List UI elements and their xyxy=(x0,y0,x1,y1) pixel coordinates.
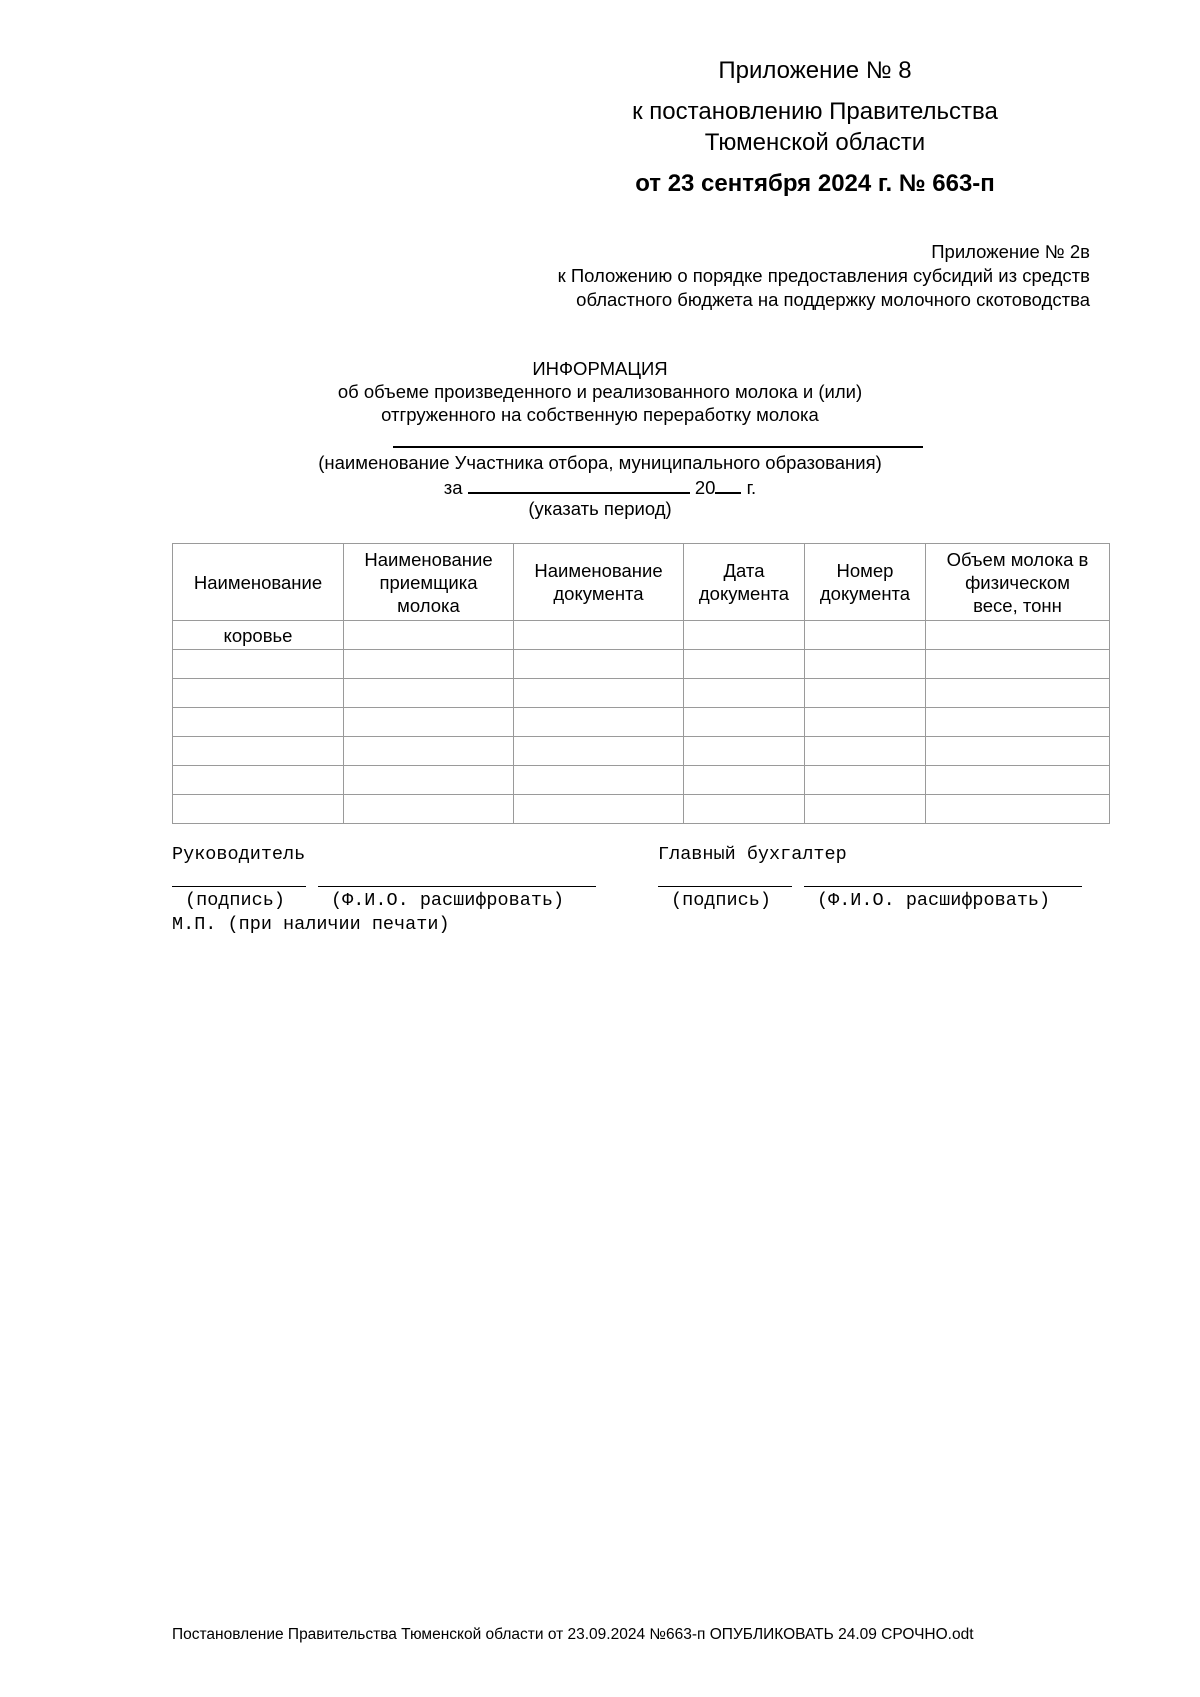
table-cell[interactable] xyxy=(514,766,684,795)
table-cell[interactable] xyxy=(684,650,805,679)
accountant-name-caption: (Ф.И.О. расшифровать) xyxy=(817,890,1051,911)
table-cell[interactable] xyxy=(173,679,344,708)
period-year: 20 xyxy=(694,477,716,498)
participant-caption: (наименование Участника отбора, муниципального образования) xyxy=(318,452,882,473)
table-row xyxy=(173,766,1110,795)
table-row xyxy=(173,737,1110,766)
table-cell[interactable] xyxy=(344,650,514,679)
table-cell[interactable] xyxy=(684,766,805,795)
table-cell[interactable] xyxy=(344,795,514,824)
table-row xyxy=(173,708,1110,737)
table-cell[interactable] xyxy=(684,621,805,650)
resolution-line-2: Тюменской области xyxy=(704,129,926,156)
table-cell[interactable] xyxy=(805,737,926,766)
year-input[interactable] xyxy=(715,474,741,494)
document-header xyxy=(605,55,1025,199)
table-row xyxy=(173,679,1110,708)
table-header-row xyxy=(173,544,1110,621)
milk-volume-table xyxy=(172,543,1110,824)
head-name-caption: (Ф.И.О. расшифровать) xyxy=(331,890,565,911)
table-cell[interactable] xyxy=(805,679,926,708)
head-name-line[interactable] xyxy=(318,886,596,887)
accountant-name-line[interactable] xyxy=(804,886,1082,887)
accountant-signature-line[interactable] xyxy=(658,886,792,887)
table-cell[interactable] xyxy=(926,737,1110,766)
table-cell[interactable] xyxy=(514,621,684,650)
table-cell[interactable] xyxy=(344,621,514,650)
seal-note: М.П. (при наличии печати) xyxy=(172,914,450,935)
table-cell[interactable] xyxy=(173,766,344,795)
footer-filename: Постановление Правительства Тюменской области от 23.09.2024 №663-п ОПУБЛИКОВАТЬ 24.09 СРОЧНО.odt xyxy=(172,1626,974,1643)
table-row xyxy=(173,621,1110,650)
appendix-number: Приложение № 8 xyxy=(718,57,912,84)
table-cell[interactable] xyxy=(514,737,684,766)
title-line-1: об объеме произведенного и реализованного молока и (или) xyxy=(337,381,863,402)
table-cell[interactable] xyxy=(684,708,805,737)
table-cell[interactable] xyxy=(684,795,805,824)
table-cell[interactable] xyxy=(344,679,514,708)
table-cell[interactable] xyxy=(926,621,1110,650)
table-cell[interactable] xyxy=(926,708,1110,737)
table-cell[interactable] xyxy=(173,708,344,737)
table-cell[interactable] xyxy=(514,679,684,708)
header-doc-date: Дата документа xyxy=(684,544,805,621)
table-cell[interactable] xyxy=(926,679,1110,708)
table-cell[interactable] xyxy=(684,679,805,708)
table-cell[interactable] xyxy=(344,708,514,737)
table-cell[interactable] xyxy=(173,650,344,679)
participant-name-line[interactable] xyxy=(393,446,923,448)
sub-appendix: Приложение № 2в xyxy=(931,241,1090,262)
header-volume: Объем молока в физическом весе, тонн xyxy=(926,544,1110,621)
resolution-date-number: от 23 сентября 2024 г. № 663-п xyxy=(635,170,995,197)
accountant-label: Главный бухгалтер xyxy=(658,844,847,865)
document-title xyxy=(0,357,1200,426)
table-cell[interactable] xyxy=(805,766,926,795)
head-label: Руководитель xyxy=(172,844,306,865)
table-cell[interactable] xyxy=(805,795,926,824)
table-cell[interactable] xyxy=(514,650,684,679)
table-cell[interactable] xyxy=(805,650,926,679)
resolution-line-1: к постановлению Правительства xyxy=(632,98,998,125)
period-prefix: за xyxy=(443,477,463,498)
table-cell[interactable]: коровье xyxy=(173,621,344,650)
head-signature-caption: (подпись) xyxy=(185,890,285,911)
table-cell[interactable] xyxy=(926,766,1110,795)
accountant-signature-caption: (подпись) xyxy=(671,890,771,911)
table-cell[interactable] xyxy=(805,708,926,737)
table-cell[interactable] xyxy=(805,621,926,650)
head-signature-line[interactable] xyxy=(172,886,306,887)
table-cell[interactable] xyxy=(173,795,344,824)
table-cell[interactable] xyxy=(926,795,1110,824)
sub-line-2: областного бюджета на поддержку молочного скотоводства xyxy=(576,289,1090,310)
table-row xyxy=(173,650,1110,679)
table-cell[interactable] xyxy=(926,650,1110,679)
header-name: Наименование xyxy=(173,544,344,621)
sub-line-1: к Положению о порядке предоставления субсидий из средств xyxy=(557,265,1090,286)
table-cell[interactable] xyxy=(684,737,805,766)
period-line xyxy=(0,474,1200,499)
table-cell[interactable] xyxy=(514,795,684,824)
table-row xyxy=(173,795,1110,824)
sub-header xyxy=(558,240,1090,312)
table-cell[interactable] xyxy=(344,766,514,795)
period-suffix: г. xyxy=(746,477,757,498)
header-doc-name: Наименование документа xyxy=(514,544,684,621)
header-doc-number: Номер документа xyxy=(805,544,926,621)
header-receiver: Наименование приемщика молока xyxy=(344,544,514,621)
title-line-2: отгруженного на собственную переработку молока xyxy=(381,404,819,425)
title-main: ИНФОРМАЦИЯ xyxy=(532,358,668,379)
period-caption: (указать период) xyxy=(528,498,672,519)
table-cell[interactable] xyxy=(514,708,684,737)
table-cell[interactable] xyxy=(344,737,514,766)
period-input[interactable] xyxy=(468,474,690,494)
table-cell[interactable] xyxy=(173,737,344,766)
